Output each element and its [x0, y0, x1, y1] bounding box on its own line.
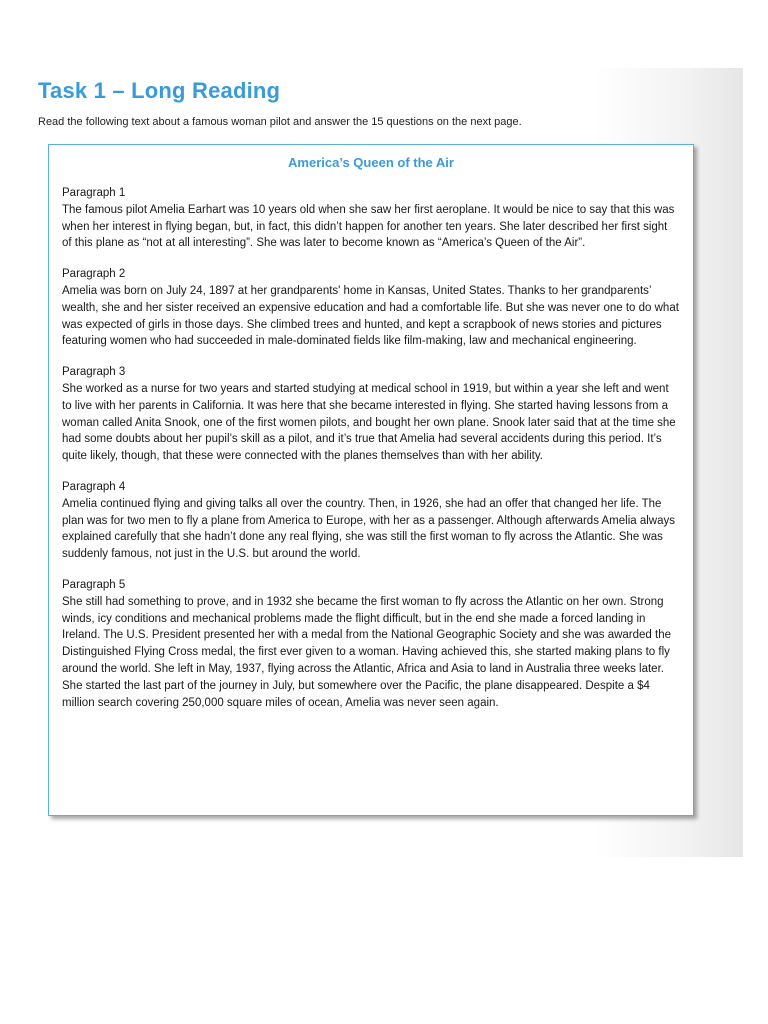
paragraph-text: She still had something to prove, and in 1932 she became the first woman to fly across the Atlantic on her own. Strong winds, icy conditions and mechanical problems made the flight difficult, but in the end she made a forced landing in Ireland. The U.S. President presented her with a medal from the National Geographic Society and she was awarded the Distinguished Flying Cross medal, the first ever given to a woman. Having achieved this, she started making plans to fly around the world. She left in May, 1937, flying across the Atlantic, Africa and Asia to land in Australia three weeks later. She started the last part of the journey in July, but somewhere over the Pacific, the plane disappeared. Despite a $4 million search covering 250,000 square miles of ocean, Amelia was never seen again. [62, 595, 671, 709]
paragraph-heading: Paragraph 2 [62, 268, 126, 281]
paragraph-text: Amelia was born on July 24, 1897 at her grandparents' home in Kansas, United States. Thanks to her grandparents’ wealth, she and her sister received an expensive education and had a comfortable life. But she was never one to do what was expected of girls in those days. She climbed trees and hunted, and kept a scrapbook of news stories and pictures featuring women who had succeeded in male-dominated fields like film-making, law and mechanical engineering. [62, 284, 679, 348]
paragraph-1 [62, 185, 680, 252]
paragraph-4 [62, 479, 680, 563]
paragraph-5 [62, 577, 680, 711]
paragraph-heading: Paragraph 5 [62, 578, 126, 591]
paragraph-heading: Paragraph 3 [62, 366, 126, 379]
reading-passage-box [48, 144, 694, 816]
task-title: Task 1 – Long Reading [38, 78, 281, 103]
task-instructions: Read the following text about a famous woman pilot and answer the 15 questions on the next page. [38, 116, 522, 128]
paragraph-text: The famous pilot Amelia Earhart was 10 years old when she saw her first aeroplane. It would be nice to say that this was when her interest in flying began, but, in fact, this didn’t happen for another ten years. She later described her first sight of this plane as “not at all interesting”. She was later to become known as “America’s Queen of the Air”. [62, 203, 675, 250]
paragraph-2 [62, 266, 680, 350]
paragraph-3 [62, 364, 680, 465]
paragraph-heading: Paragraph 1 [62, 187, 126, 199]
paragraph-heading: Paragraph 4 [62, 480, 126, 493]
paragraph-text: She worked as a nurse for two years and started studying at medical school in 1919, but within a year she left and went to live with her parents in California. It was here that she became interested in flying. She started having lessons from a woman called Anita Snook, one of the first women pilots, and bought her own plane. Snook later said that at the time she had some doubts about her pupil’s skill as a pilot, and it’s true that Amelia had several accidents during this period. It’s quite likely, though, that these were connected with the planes themselves than with her ability. [62, 382, 676, 463]
passage-title: America’s Queen of the Air [288, 155, 454, 170]
paragraph-text: Amelia continued flying and giving talks all over the country. Then, in 1926, she had an offer that changed her life. The plan was for two men to fly a plane from America to Europe, with her as a passenger. Although afterwards Amelia always explained carefully that she hadn’t done any real flying, she was still the first woman to fly across the Atlantic. She was suddenly famous, not just in the U.S. but around the world. [62, 497, 676, 561]
